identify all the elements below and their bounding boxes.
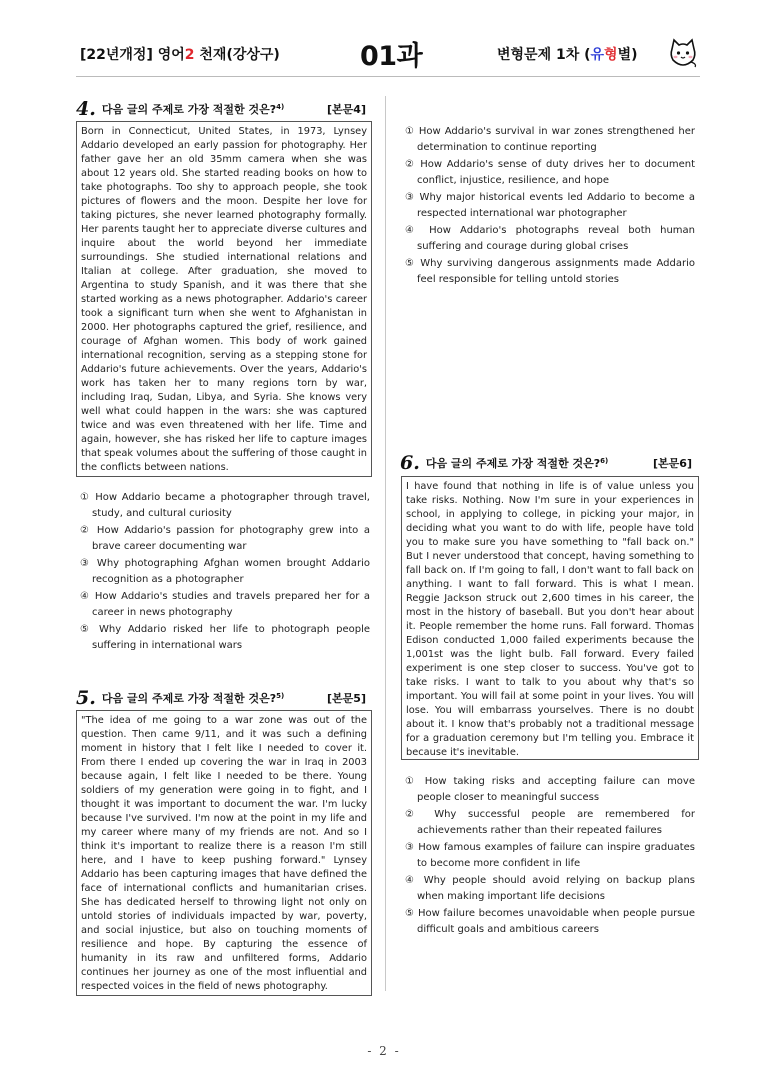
- passage-tag: [본문5]: [327, 692, 366, 705]
- answer-option[interactable]: ③ Why photographing Afghan women brought Addario recognition as a photographer: [80, 558, 370, 585]
- answer-option[interactable]: ⑤ Why surviving dangerous assignments made Addario feel responsible for telling untold stories: [405, 258, 695, 285]
- question-4-options: [80, 490, 370, 655]
- footnote-marker: 4): [276, 103, 285, 111]
- answer-option[interactable]: ③ How famous examples of failure can inspire graduates to become more confident in life: [405, 842, 695, 869]
- answer-option[interactable]: ② How Addario's passion for photography grew into a brave career documenting war: [80, 525, 370, 552]
- page-header: [0, 0, 768, 80]
- answer-option[interactable]: ① How Addario became a photographer through travel, study, and cultural curiosity: [80, 492, 370, 519]
- footnote-marker: 6): [600, 457, 609, 465]
- question-6-options: [405, 774, 695, 939]
- answer-option[interactable]: ④ Why people should avoid relying on backup plans when making important life decisions: [405, 875, 695, 902]
- passage-tag: [본문6]: [653, 457, 692, 470]
- answer-option[interactable]: ② How Addario's sense of duty drives her to document conflict, injustice, resilience, and hope: [405, 159, 695, 186]
- cat-face-icon: [667, 36, 699, 68]
- question-prompt: 다음 글의 주제로 가장 적절한 것은?: [101, 103, 277, 116]
- question-5-options: [405, 124, 695, 289]
- question-5-passage: "The idea of me going to a war zone was out of the question. Then came 9/11, and it was such a defining moment in history that I felt like I needed to cover it. From there I ended up covering the war in Iraq in 2003 because again, I felt like I needed to be there. Young soldiers of my generation were going in to fight, and I thought it was important to document the war. I'm lucky because I've survived. I'm now at the point in my life and my career where many of my friends are not. And so I think it's important to realize there is a reason I'm still here, and I have to keep pushing forward." Lynsey Addario has been capturing images that have defined the face of international conflicts and humanitarian crises. She has dedicated herself to throwing light not only on untold stories of individuals impacted by war, poverty, and social injustice, but also on touching moments of resilience and hope. By capturing the essence of humanity in its raw and unfiltered forms, Addario continues her journey as one of the most influential and respected voices in the field of news photography.: [76, 710, 372, 996]
- header-rule: [76, 76, 700, 77]
- question-prompt: 다음 글의 주제로 가장 적절한 것은?: [425, 457, 601, 470]
- header-lesson-title: 01과: [360, 41, 423, 72]
- answer-option[interactable]: ④ How Addario's studies and travels prepared her for a career in news photography: [80, 591, 370, 618]
- column-divider: [385, 96, 386, 991]
- footnote-marker: 5): [276, 692, 285, 700]
- question-number: 6.: [400, 452, 420, 474]
- answer-option[interactable]: ① How Addario's survival in war zones strengthened her determination to continue reporting: [405, 126, 695, 153]
- question-number: 4.: [76, 98, 96, 120]
- page-number: - 2 -: [367, 1044, 401, 1058]
- answer-option[interactable]: ⑤ How failure becomes unavoidable when people pursue difficult goals and ambitious careers: [405, 908, 695, 935]
- question-4-passage: Born in Connecticut, United States, in 1973, Lynsey Addario developed an early passion for photography. Her father gave her an old 35mm camera when she was about 12 years old. She started reading books on how to take photographs. Too shy to approach people, she took pictures of flowers and the moon. Despite her love for taking pictures, she never learned photography formally. Her parents taught her to appreciate diverse cultures and inquire about the world beyond her immediate surroundings. She studied international relations and Italian at college. After graduation, she moved to Argentina to study Spanish, and it was there that she started working as a news photographer. Addario's career took a significant turn when she went to Afghanistan in 2000. Her photographs captured the grief, resilience, and courage of Afghan women. This body of work gained international recognition, serving as a stepping stone for Addario's future achievements. Over the years, Addario's work has taken her to many regions torn by war, including Iraq, Sudan, Libya, and Syria. She knows very well what could happen in the wars: she was captured twice and was even threatened with her life. Time and again, however, she has risked her life to capture images that speak volumes about the suffering of those caught in the conflicts between nations.: [76, 121, 372, 477]
- question-5-heading: [76, 687, 366, 709]
- answer-option[interactable]: ④ How Addario's photographs reveal both human suffering and courage during global crises: [405, 225, 695, 252]
- answer-option[interactable]: ② Why successful people are remembered for achievements rather than their repeated failures: [405, 809, 695, 836]
- passage-tag: [본문4]: [327, 103, 366, 116]
- header-exam-type: 변형문제 1차 (유형별): [497, 47, 638, 63]
- answer-option[interactable]: ⑤ Why Addario risked her life to photograph people suffering in international wars: [80, 624, 370, 651]
- question-6-heading: [400, 452, 692, 474]
- answer-option[interactable]: ① How taking risks and accepting failure can move people closer to meaningful success: [405, 776, 695, 803]
- question-6-passage: I have found that nothing in life is of value unless you take risks. Nothing. Now I'm sure in your experiences in school, in applying to college, in picking your major, in deciding what you want to do with life, people have told you to make sure you have something to "fall back on." But I never understood that concept, having something to fall back on. If I'm going to fall, I don't want to fall back on anything. I want to fall forward. This is what I mean. Reggie Jackson struck out 2,600 times in his career, the most in the history of baseball. But you don't hear about it. People remember the home runs. Fall forward. Thomas Edison conducted 1,000 failed experiments because the 1,001st was the light bulb. Fall forward. Every failed experiment is one step closer to success. You've got to take risks. I want to talk to you about why that's so important. You will fail at some point in your lives. You will lose. You will embarrass yourselves. There is no doubt about it. I know that's probably not a traditional message for a graduation ceremony but I'm telling you. Embrace it because it's inevitable.: [401, 476, 699, 760]
- question-4-heading: [76, 98, 366, 120]
- question-number: 5.: [76, 687, 96, 709]
- question-prompt: 다음 글의 주제로 가장 적절한 것은?: [101, 692, 277, 705]
- answer-option[interactable]: ③ Why major historical events led Addario to become a respected international war photographer: [405, 192, 695, 219]
- header-textbook-info: [22년개정] 영어2 천재(강상구): [80, 47, 280, 63]
